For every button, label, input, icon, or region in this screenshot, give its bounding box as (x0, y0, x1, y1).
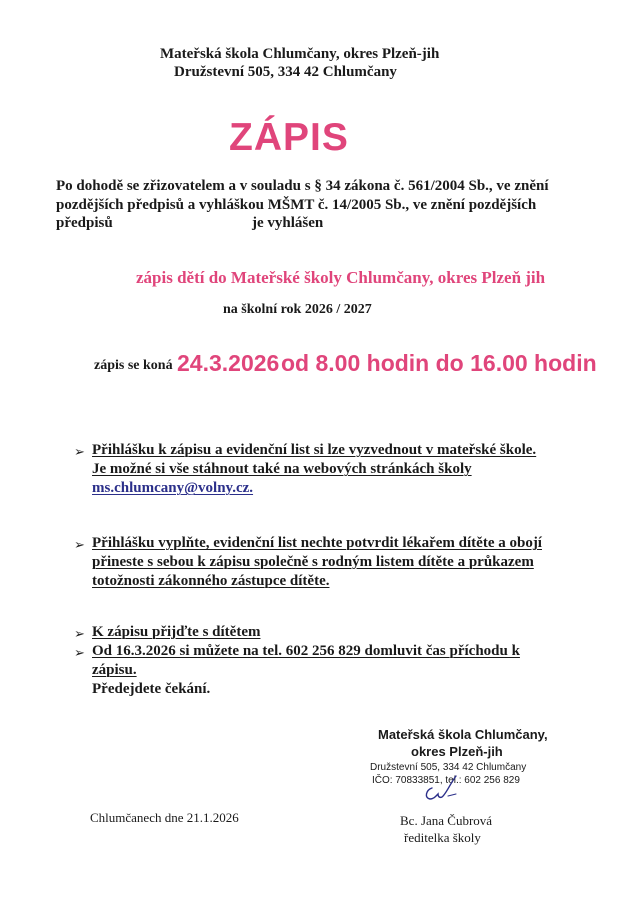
intro-line-3b: je vyhlášen (252, 215, 324, 231)
bullet-4-line-3: Předejdete čekání. (92, 681, 211, 697)
event-date: 24.3.2026 (177, 350, 280, 376)
intro-line-2: pozdějších předpisů a vyhláškou MŠMT č. 14/2005 Sb., ve znění pozdějších (56, 197, 537, 213)
signature-scribble (418, 772, 464, 806)
intro-line-3a: předpisů (56, 215, 113, 231)
school-email-link[interactable]: ms.chlumcany@volny.cz. (92, 480, 254, 496)
page-title: ZÁPIS (229, 116, 349, 159)
bullet-arrow-icon: ➢ (74, 645, 85, 660)
bullet-2-line-3: totožnosti zákonného zástupce dítěte. (92, 573, 330, 589)
school-year: na školní rok 2026 / 2027 (223, 302, 372, 317)
event-prefix: zápis se koná (94, 358, 173, 373)
bullet-arrow-icon: ➢ (74, 537, 85, 552)
stamp-line-4: IČO: 70833851, tel.: 602 256 829 (372, 775, 520, 786)
intro-line-1: Po dohodě se zřizovatelem a v souladu s § 34 zákona č. 561/2004 Sb., ve znění (56, 178, 549, 194)
stamp-line-2: okres Plzeň-jih (411, 744, 503, 759)
bullet-4-line-2: zápisu. (92, 662, 137, 678)
bullet-arrow-icon: ➢ (74, 444, 85, 459)
bullet-3-line-1: K zápisu přijďte s dítětem (92, 624, 261, 640)
stamp-line-3: Družstevní 505, 334 42 Chlumčany (370, 762, 527, 773)
school-name-header: Mateřská škola Chlumčany, okres Plzeň-jih (160, 46, 440, 62)
bullet-2-line-1: Přihlášku vyplňte, evidenční list nechte potvrdit lékařem dítěte a obojí (92, 535, 542, 551)
school-address-header: Družstevní 505, 334 42 Chlumčany (174, 64, 397, 80)
bullet-2-line-2: přineste s sebou k zápisu společně s rodným listem dítěte a průkazem (92, 554, 534, 570)
bullet-1-line-1: Přihlášku k zápisu a evidenční list si lze vyzvednout v mateřské škole. (92, 442, 537, 458)
stamp-line-1: Mateřská škola Chlumčany, (378, 727, 548, 742)
bullet-4-line-1: Od 16.3.2026 si můžete na tel. 602 256 829 domluvit čas příchodu k (92, 643, 520, 659)
bullet-1-line-2: Je možné si vše stáhnout také na webových stránkách školy (92, 461, 472, 477)
event-time: od 8.00 hodin do 16.00 hodin (281, 350, 597, 376)
bullet-arrow-icon: ➢ (74, 626, 85, 641)
signatory-role: ředitelka školy (404, 830, 481, 845)
place-and-date: Chlumčanech dne 21.1.2026 (90, 810, 239, 825)
signatory-name: Bc. Jana Čubrová (400, 813, 493, 828)
enrollment-subtitle: zápis dětí do Mateřské školy Chlumčany, okres Plzeň jih (136, 268, 546, 287)
